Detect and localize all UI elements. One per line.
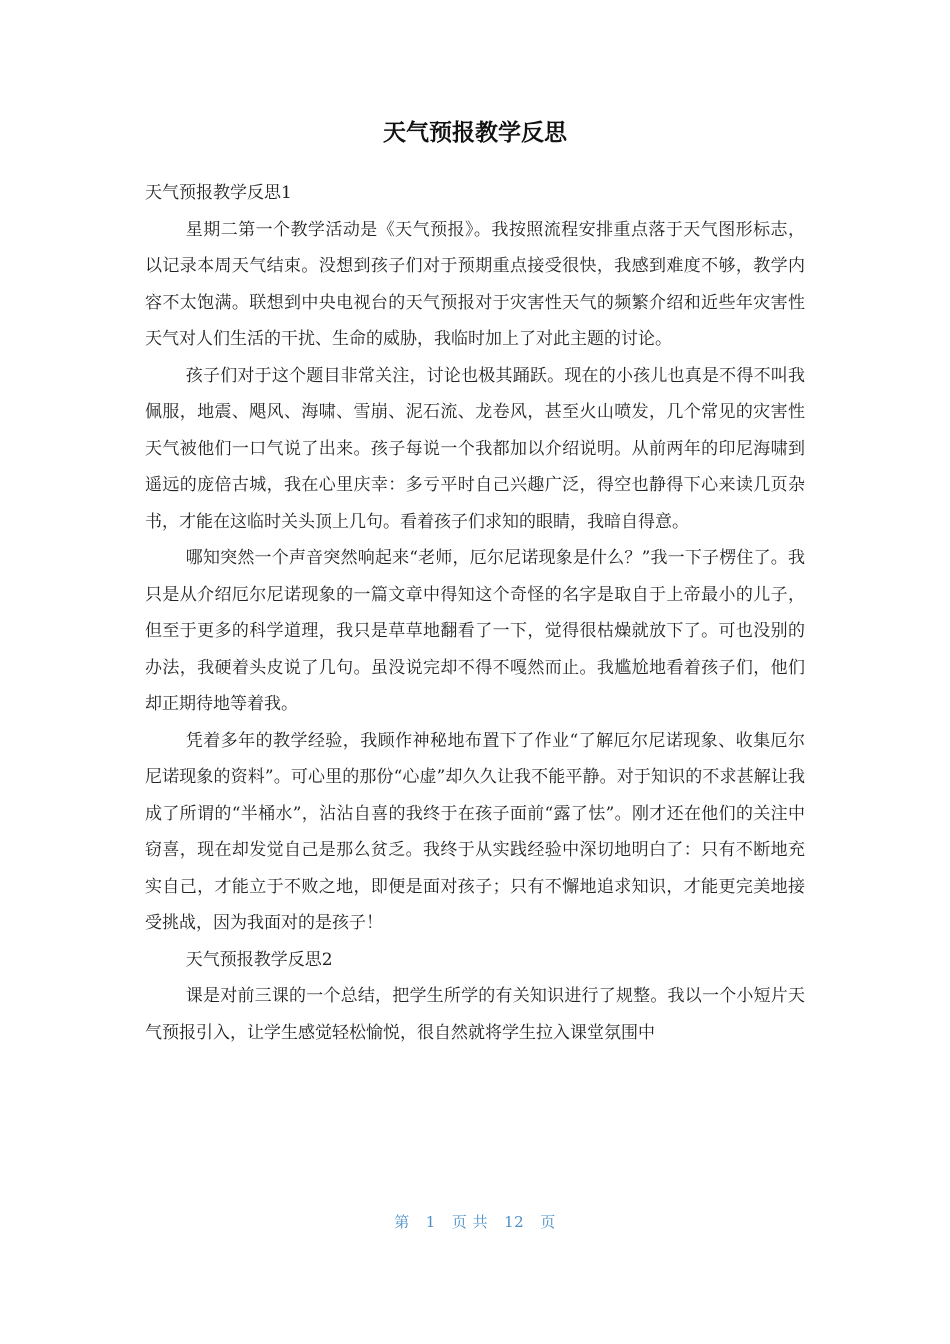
document-body [145,175,805,1051]
paragraph: 星期二第一个教学活动是《天气预报》。我按照流程安排重点落于天气图形标志，以记录本周天气结束。没想到孩子们对于预期重点接受很快，我感到难度不够，教学内容不太饱满。联想到中央电视台的天气预报对于灾害性天气的频繁介绍和近些年灾害性天气对人们生活的干扰、生命的威胁，我临时加上了对此主题的讨论。 [145,219,805,349]
page-footer [0,1210,950,1234]
footer-word-of: 页 共 [451,1213,489,1231]
footer-total-pages: 12 [504,1213,525,1231]
footer-word-page: 第 [394,1213,410,1231]
footer-word-pages: 页 [540,1213,556,1231]
paragraph: 哪知突然一个声音突然响起来“老师，厄尔尼诺现象是什么？”我一下子楞住了。我只是从介绍厄尔尼诺现象的一篇文章中得知这个奇怪的名字是取自于上帝最小的儿子，但至于更多的科学道理，我只是草草地翻看了一下，觉得很枯燥就放下了。可也没别的办法，我硬着头皮说了几句。虽没说完却不得不嘎然而止。我尴尬地看着孩子们，他们却正期待地等着我。 [145,548,805,714]
section-heading-2: 天气预报教学反思2 [185,949,333,970]
footer-page-number: 1 [425,1213,436,1231]
paragraph: 孩子们对于这个题目非常关注，讨论也极其踊跃。现在的小孩儿也真是不得不叫我佩服，地震、飓风、海啸、雪崩、泥石流、龙卷风，甚至火山喷发，几个常见的灾害性天气被他们一口气说了出来。孩子每说一个我都加以介绍说明。从前两年的印尼海啸到遥远的庞倍古城，我在心里庆幸：多亏平时自己兴趣广泛，得空也静得下心来读几页杂书，才能在这临时关头顶上几句。看着孩子们求知的眼睛，我暗自得意。 [145,365,805,532]
paragraph: 凭着多年的教学经验，我顾作神秘地布置下了作业“了解厄尔尼诺现象、收集厄尔尼诺现象的资料”。可心里的那份“心虚”却久久让我不能平静。对于知识的不求甚解让我成了所谓的“半桶水”，沾沾自喜的我终于在孩子面前“露了怯”。刚才还在他们的关注中窃喜，现在却发觉自己是那么贫乏。我终于从实践经验中深切地明白了：只有不断地充实自己，才能立于不败之地，即便是面对孩子；只有不懈地追求知识，才能更完美地接受挑战，因为我面对的是孩子！ [145,730,805,933]
section-heading-1: 天气预报教学反思1 [145,183,292,203]
paragraph: 课是对前三课的一个总结，把学生所学的有关知识进行了规整。我以一个小短片天气预报引入，让学生感觉轻松愉悦，很自然就将学生拉入课堂氛围中 [145,986,805,1043]
document-title: 天气预报教学反思 [383,120,567,146]
